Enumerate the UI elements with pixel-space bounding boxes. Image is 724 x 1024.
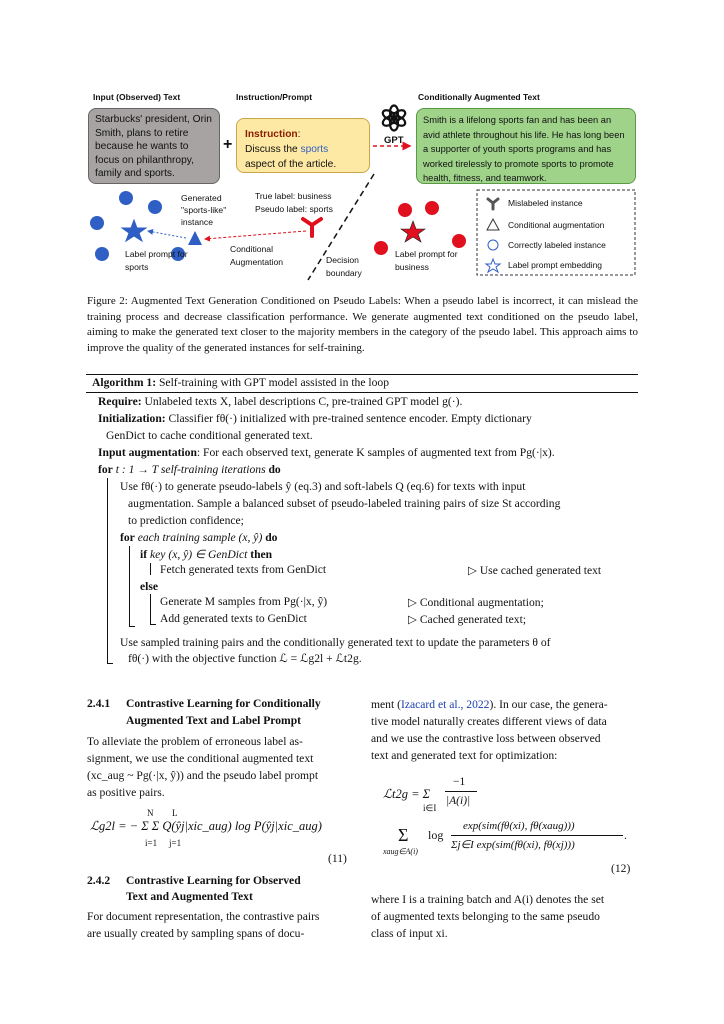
business-instance-2 [425,201,439,215]
section-2-4-2-number: 2.4.2 [87,874,111,887]
para1-line2: signment, we use the conditional augmented text [87,752,314,765]
instruction-label: Instruction [245,129,298,140]
pseudo-label: Pseudo label: sports [255,204,333,214]
gpt-label: GPT [384,135,404,146]
algo-add: Add generated texts to GenDict [160,612,307,625]
para1-line1: To alleviate the problem of erroneous label as- [87,735,303,748]
algo-fetch: Fetch generated texts from GenDict [160,563,327,576]
right-para1-line4: text and generated text for optimization: [371,749,558,762]
algo-inner-for: for each training sample (x, ŷ) do [120,531,278,544]
augmented-text-box: Smith is a lifelong sports fan and has been an avid athlete throughout his life. He has long been a supporter of youth sports programs and has worked tirelessly to promote sports to promote health, fitness, and teamwork. [416,108,636,184]
equation-11: ℒg2l = − Σ Σ Q(ŷj|xic_aug) log P(ŷj|xic_aug) [90,819,322,833]
algo-generate-comment: ▷ Conditional augmentation; [408,596,544,609]
algo-init: Initialization: Classifier fθ(·) initialized with pre-trained sentence encoder. Empty dictionary [98,412,532,425]
legend-label-prompt: Label prompt embedding [508,260,603,270]
citation-link[interactable]: Izacard et al., 2022 [400,698,490,711]
sports-instance-2 [148,200,162,214]
section-2-4-2-title-1: Contrastive Learning for Observed [126,874,301,887]
legend-mislabeled: Mislabeled instance [508,198,583,208]
plus-sign: + [223,136,233,153]
legend-triangle-icon [487,219,499,230]
algo-add-comment: ▷ Cached generated text; [408,613,527,626]
right-para2-line3: class of input xi. [371,927,448,940]
right-para1-line2: tive model naturally creates different views of data [371,715,607,728]
sports-instance-3 [90,216,104,230]
section-2-4-1-title-2: Augmented Text and Label Prompt [126,714,301,727]
section-2-4-1-number: 2.4.1 [87,697,111,710]
instruction-box: Instruction: Discuss the sports aspect of the article. [236,118,370,173]
figure-graphics [0,0,724,290]
right-para1-line1: ment (Izacard et al., 2022). In our case, the genera- [371,698,608,711]
algo-init-2: GenDict to cache conditional generated text. [106,429,313,442]
para2-line2: are usually created by sampling spans of docu- [87,927,305,940]
algo-update-2: fθ(·) with the objective function ℒ = ℒg2l + ℒt2g. [128,652,362,665]
legend-star-icon [486,259,500,272]
label-prompt-sports-star-icon [122,220,146,241]
algorithm-block [86,374,638,664]
legend-mislabeled-icon [488,199,498,209]
label-prompt-sports-label: Label prompt for sports [125,249,188,272]
instruction-keyword: sports [300,144,329,155]
algo-for-loop: for t : 1 → T self-training iterations do [98,463,281,476]
sum-symbol: Σ [398,825,409,845]
generated-label: Generated "sports-like" instance [181,193,227,227]
section-2-4-1-title-1: Contrastive Learning for Conditionally [126,697,321,710]
input-text-box: Starbucks' president, Orin Smith, plans to retire because he wants to focus on philanthropy, family and sports. [88,108,220,184]
algo-require: Require: Unlabeled texts X, label descriptions C, pre-trained GPT model g(·). [98,395,463,408]
business-instance-4 [452,234,466,248]
equation-12-lhs: ℒt2g = Σ [383,787,431,801]
algo-input-aug: Input augmentation: For each observed text, generate K samples of augmented text from Pg(·|x). [98,446,555,459]
label-prompt-business-label: Label prompt for business [395,249,458,272]
algo-use-1: Use fθ(·) to generate pseudo-labels ŷ (eq.3) and soft-labels Q (eq.6) for texts with input [120,480,526,493]
true-label: True label: business [255,191,332,201]
right-para2-line2: of augmented texts belonging to the same pseudo [371,910,600,923]
generated-instance-triangle-icon [188,231,202,245]
mislabeled-instance-icon [303,219,321,236]
conditional-augmentation-label: Conditional Augmentation [230,244,284,267]
legend-circle-icon [488,240,498,250]
business-instance-1 [398,203,412,217]
business-instance-3 [374,241,388,255]
algo-if: if key (x, ŷ) ∈ GenDict then [140,548,273,561]
algo-use-2: augmentation. Sample a balanced subset of pseudo-labeled training pairs of size St according [128,497,561,510]
sports-instance-4 [95,247,109,261]
para1-line4: as positive pairs. [87,786,165,799]
decision-boundary-label: Decision boundary [326,255,362,278]
col-header-input: Input (Observed) Text [93,92,181,102]
algo-fetch-comment: ▷ Use cached generated text [468,564,602,577]
legend-conditional-aug: Conditional augmentation [508,220,605,230]
equation-12-number: (12) [611,862,631,875]
algo-generate: Generate M samples from Pg(·|x, ŷ) [160,595,328,608]
generated-to-prompt-arrow [148,231,186,238]
algo-update-1: Use sampled training pairs and the conditionally generated text to update the parameters θ of [120,636,551,649]
para1-line3: (xc_aug ~ Pg(·|x, ŷ)) and the pseudo label prompt [87,769,319,782]
algo-else: else [140,580,159,593]
right-para2-line1: where I is a training batch and A(i) denotes the set [371,893,605,906]
equation-11-number: (11) [328,852,347,865]
algorithm-title: Algorithm 1: Self-training with GPT model assisted in the loop [92,376,390,389]
legend-correct: Correctly labeled instance [508,240,606,250]
para2-line1: For document representation, the contrastive pairs [87,910,320,923]
section-2-4-2-title-2: Text and Augmented Text [126,890,253,903]
figure-caption: Figure 2: Augmented Text Generation Conditioned on Pseudo Labels: When a pseudo label is incorrect, it can mislead the training process and decrease classification performance. We generate augmented text conditioned on the pseudo label, aiming to make the generated text closer to the majority members in the category of the pseudo label. This approach aims to improve the quality of the generated instances for self-training. [87,295,638,354]
sports-instance-1 [119,191,133,205]
label-prompt-business-star-icon [401,221,425,242]
algo-use-3: to prediction confidence; [128,514,244,527]
col-header-augmented: Conditionally Augmented Text [418,92,540,102]
col-header-instruction: Instruction/Prompt [236,92,313,102]
right-para1-line3: and we use the contrastive loss between observed [371,732,601,745]
conditional-aug-arrow [205,231,306,239]
